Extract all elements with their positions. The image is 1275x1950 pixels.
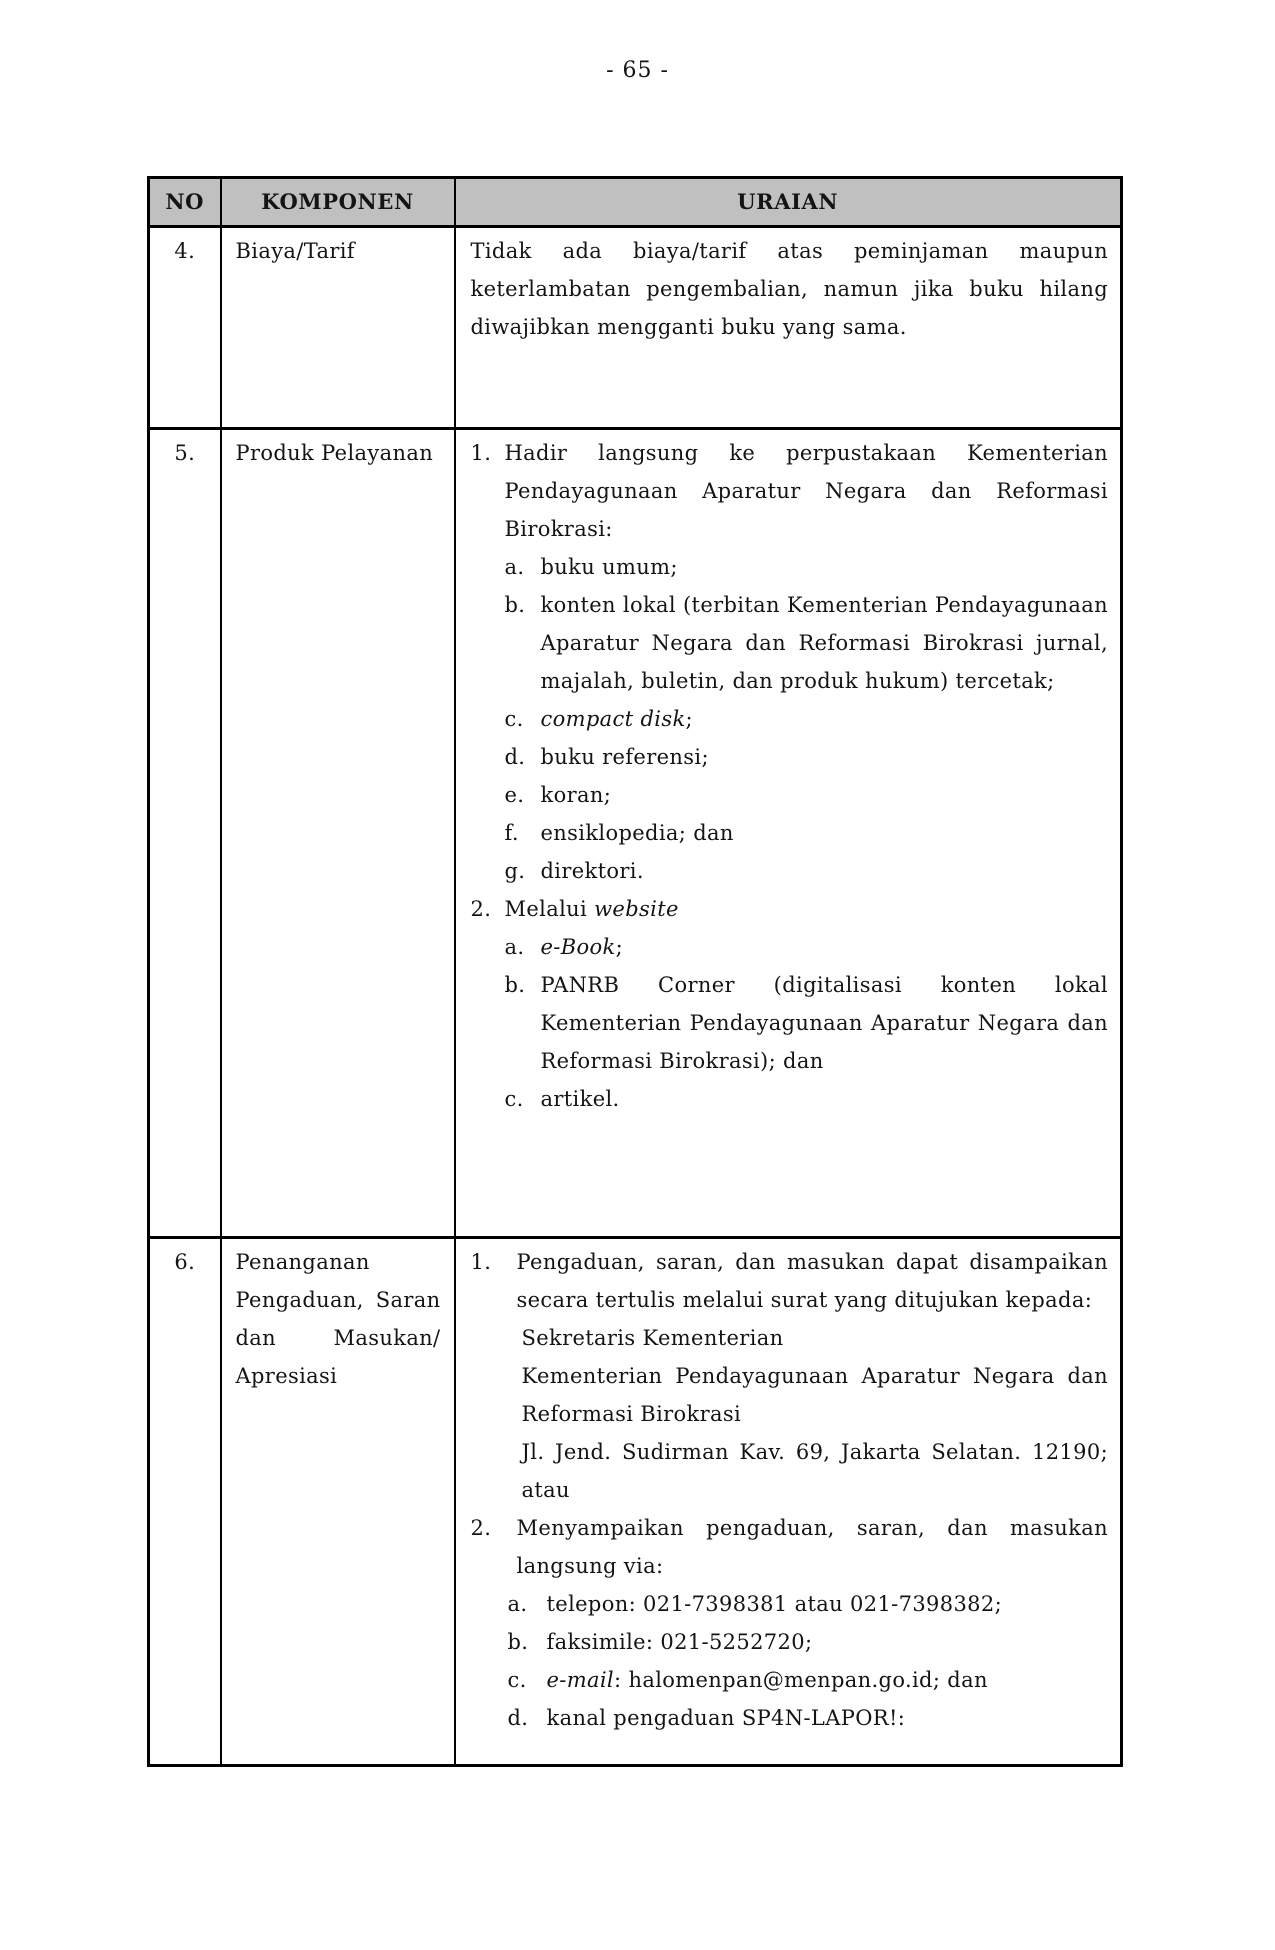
sub-list-item [508, 1661, 1109, 1699]
cell-uraian [455, 1238, 1122, 1766]
header-no: NO [149, 178, 221, 227]
sub-list-text [541, 700, 1109, 738]
address-line: Jl. Jend. Sudirman Kav. 69, Jakarta Selatan. 12190; atau [521, 1440, 1108, 1502]
text-run: ensiklopedia; dan [540, 821, 734, 845]
sub-list-text [541, 966, 1109, 1080]
table-body [149, 227, 1122, 1766]
text-run: koran; [540, 783, 612, 807]
text-run: buku umum; [540, 555, 678, 579]
sub-list-text [541, 852, 1109, 890]
sub-list-text [541, 1080, 1109, 1118]
text-run: ; [615, 935, 624, 959]
cell-komponen: Biaya/Tarif [221, 227, 455, 429]
sub-list-item [505, 738, 1109, 776]
italic-text: compact disk [540, 707, 686, 731]
table-row [149, 227, 1122, 429]
table-header-row [149, 178, 1122, 227]
cell-no: 6. [149, 1238, 221, 1766]
sub-list-text [547, 1623, 1109, 1661]
text-run: artikel. [540, 1087, 620, 1111]
sub-list-marker: d. [507, 1706, 529, 1730]
cell-no: 4. [149, 227, 221, 429]
text-run: Melalui [504, 897, 595, 921]
text-run: PANRB Corner (digitalisasi konten lokal Kementerian Pendayagunaan Aparatur Negara dan Reformasi Birokrasi); dan [540, 973, 1108, 1073]
sub-list-text [541, 814, 1109, 852]
list-item-text [505, 434, 1109, 548]
sub-list-marker: a. [504, 935, 525, 959]
sub-list-marker: b. [504, 593, 526, 617]
text-run: Hadir langsung ke perpustakaan Kementerian Pendayagunaan Aparatur Negara dan Reformasi Birokrasi: [504, 441, 1108, 541]
text-run: faksimile: 021-5252720; [546, 1630, 813, 1654]
list-item-body [505, 890, 1109, 1118]
list-item [471, 1509, 1109, 1737]
sub-list-marker: b. [504, 973, 526, 997]
list-item-text [505, 890, 1109, 928]
sub-list-item [505, 548, 1109, 586]
address-line: Kementerian Pendayagunaan Aparatur Negara dan Reformasi Birokrasi [521, 1364, 1108, 1426]
text-run: Tidak ada biaya/tarif atas peminjaman maupun keterlambatan pengembalian, namun jika buku hilang diwajibkan mengganti buku yang sama. [470, 239, 1108, 339]
sub-list-marker: c. [504, 707, 524, 731]
italic-text: e-Book [540, 935, 616, 959]
sub-list-item [505, 814, 1109, 852]
sub-list-text [547, 1661, 1109, 1699]
text-run: Pengaduan, saran, dan masukan dapat disampaikan secara tertulis melalui surat yang ditujukan kepada: [516, 1250, 1108, 1312]
list-marker: 1. [470, 1250, 492, 1274]
text-run: buku referensi; [540, 745, 709, 769]
sub-list-marker: a. [504, 555, 525, 579]
text-run: telepon: 021-7398381 atau 021-7398382; [546, 1592, 1003, 1616]
italic-text: e-mail [546, 1668, 614, 1692]
sub-list-text [541, 586, 1109, 700]
sub-list-item [508, 1623, 1109, 1661]
list-item [471, 1243, 1109, 1509]
list-marker: 2. [470, 897, 492, 921]
sub-list-item [505, 700, 1109, 738]
sub-list-marker: d. [504, 745, 526, 769]
sub-list-marker: b. [507, 1630, 529, 1654]
text-run: Menyampaikan pengaduan, saran, dan masukan langsung via: [516, 1516, 1108, 1578]
table-row [149, 1238, 1122, 1766]
list-item-body [505, 434, 1109, 890]
sub-list-marker: g. [504, 859, 526, 883]
header-uraian: URAIAN [455, 178, 1122, 227]
list-item [471, 890, 1109, 1118]
cell-komponen: Penanganan Pengaduan, Saran dan Masukan/ Apresiasi [221, 1238, 455, 1766]
table-row [149, 429, 1122, 1238]
text-run: direktori. [540, 859, 644, 883]
sub-list-marker: e. [504, 783, 525, 807]
list-item-text [517, 1509, 1109, 1585]
sub-list-text [547, 1585, 1109, 1623]
text-run: konten lokal (terbitan Kementerian Pendayagunaan Aparatur Negara dan Reformasi Birokrasi jurnal, majalah, buletin, dan produk hukum) tercetak; [540, 593, 1108, 693]
page-number: - 65 - [606, 58, 669, 83]
cell-uraian [455, 227, 1122, 429]
address-line: Sekretaris Kementerian [521, 1326, 784, 1350]
sub-list-text [541, 738, 1109, 776]
sub-list-text [541, 548, 1109, 586]
sub-list-marker: c. [507, 1668, 527, 1692]
sub-list-item [508, 1585, 1109, 1623]
sub-list-text [547, 1699, 1109, 1737]
list-item-text [517, 1243, 1109, 1319]
header-komponen: KOMPONEN [221, 178, 455, 227]
list-item [471, 434, 1109, 890]
sub-list-marker: f. [504, 821, 519, 845]
sub-list-item [505, 776, 1109, 814]
uraian-paragraph [471, 232, 1109, 346]
sub-list-item [505, 852, 1109, 890]
service-standard-table [147, 176, 1123, 1767]
text-run: ; [685, 707, 693, 731]
sub-list-text [541, 928, 1109, 966]
list-marker: 2. [470, 1516, 492, 1540]
cell-uraian [455, 429, 1122, 1238]
sub-list-item [505, 1080, 1109, 1118]
cell-komponen: Produk Pelayanan [221, 429, 455, 1238]
list-item-body [507, 1509, 1109, 1737]
sub-list-item [508, 1699, 1109, 1737]
italic-text: website [594, 897, 679, 921]
sub-list-item [505, 966, 1109, 1080]
text-run: : halomenpan@menpan.go.id; dan [614, 1668, 988, 1692]
list-item-body [517, 1243, 1109, 1509]
sub-list-item [505, 928, 1109, 966]
sub-list-item [505, 586, 1109, 700]
list-marker: 1. [470, 441, 492, 465]
sub-list-text [541, 776, 1109, 814]
text-run: kanal pengaduan SP4N-LAPOR!: [546, 1706, 906, 1730]
cell-no: 5. [149, 429, 221, 1238]
sub-list-marker: c. [504, 1087, 524, 1111]
sub-list-marker: a. [507, 1592, 528, 1616]
